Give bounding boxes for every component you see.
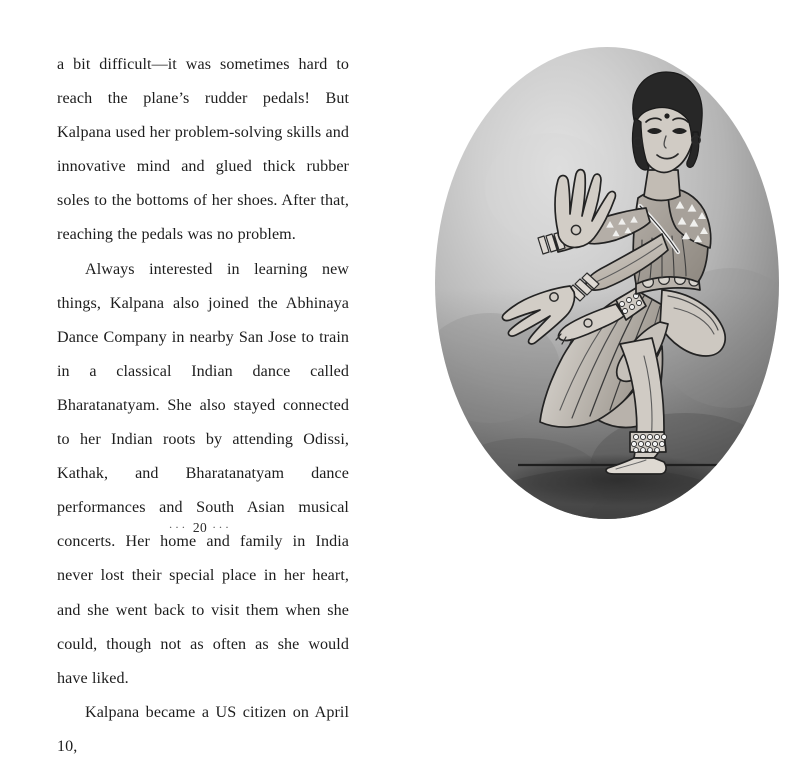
bindi [664,113,669,118]
paragraph-1: a bit difficult—it was sometimes hard to reach the plane’s rudder pedals! But Kalpana used her problem-solving skills and innovative mind and glued thick rubber soles to the bottoms of her shoes. After that, reaching the pedals was no problem. [57,56,349,244]
ankle-bells-ghungroo [630,432,667,452]
dancer-head [632,72,702,173]
paragraph-2: Always interested in learning new things, Kalpana also joined the Abhinaya Dance Company in nearby San Jose to train in a classical Indian dance called Bharatanatyam. She also stayed connected to her Indian roots by attending Odissi, Kathak, and Bharatanatyam dance performances and South Asian musical concerts. Her home and family in India never lost their special place in her heart, and she went back to visit them when she could, though not as often as she would have liked. [57,260,349,687]
folio-dots-left: ··· [168,520,188,534]
patterned-sari-blouse [633,188,711,284]
page-number: 20 [192,520,208,535]
text-column [57,48,349,764]
folio-dots-right: ··· [212,520,232,534]
paragraph-3 [57,696,349,764]
ground-shadow-line [503,454,733,506]
page-folio [0,520,400,536]
bharatanatyam-dancer-illustration [430,38,790,524]
paragraph-3-line: Kalpana became a US citizen on April 10, [57,703,349,755]
